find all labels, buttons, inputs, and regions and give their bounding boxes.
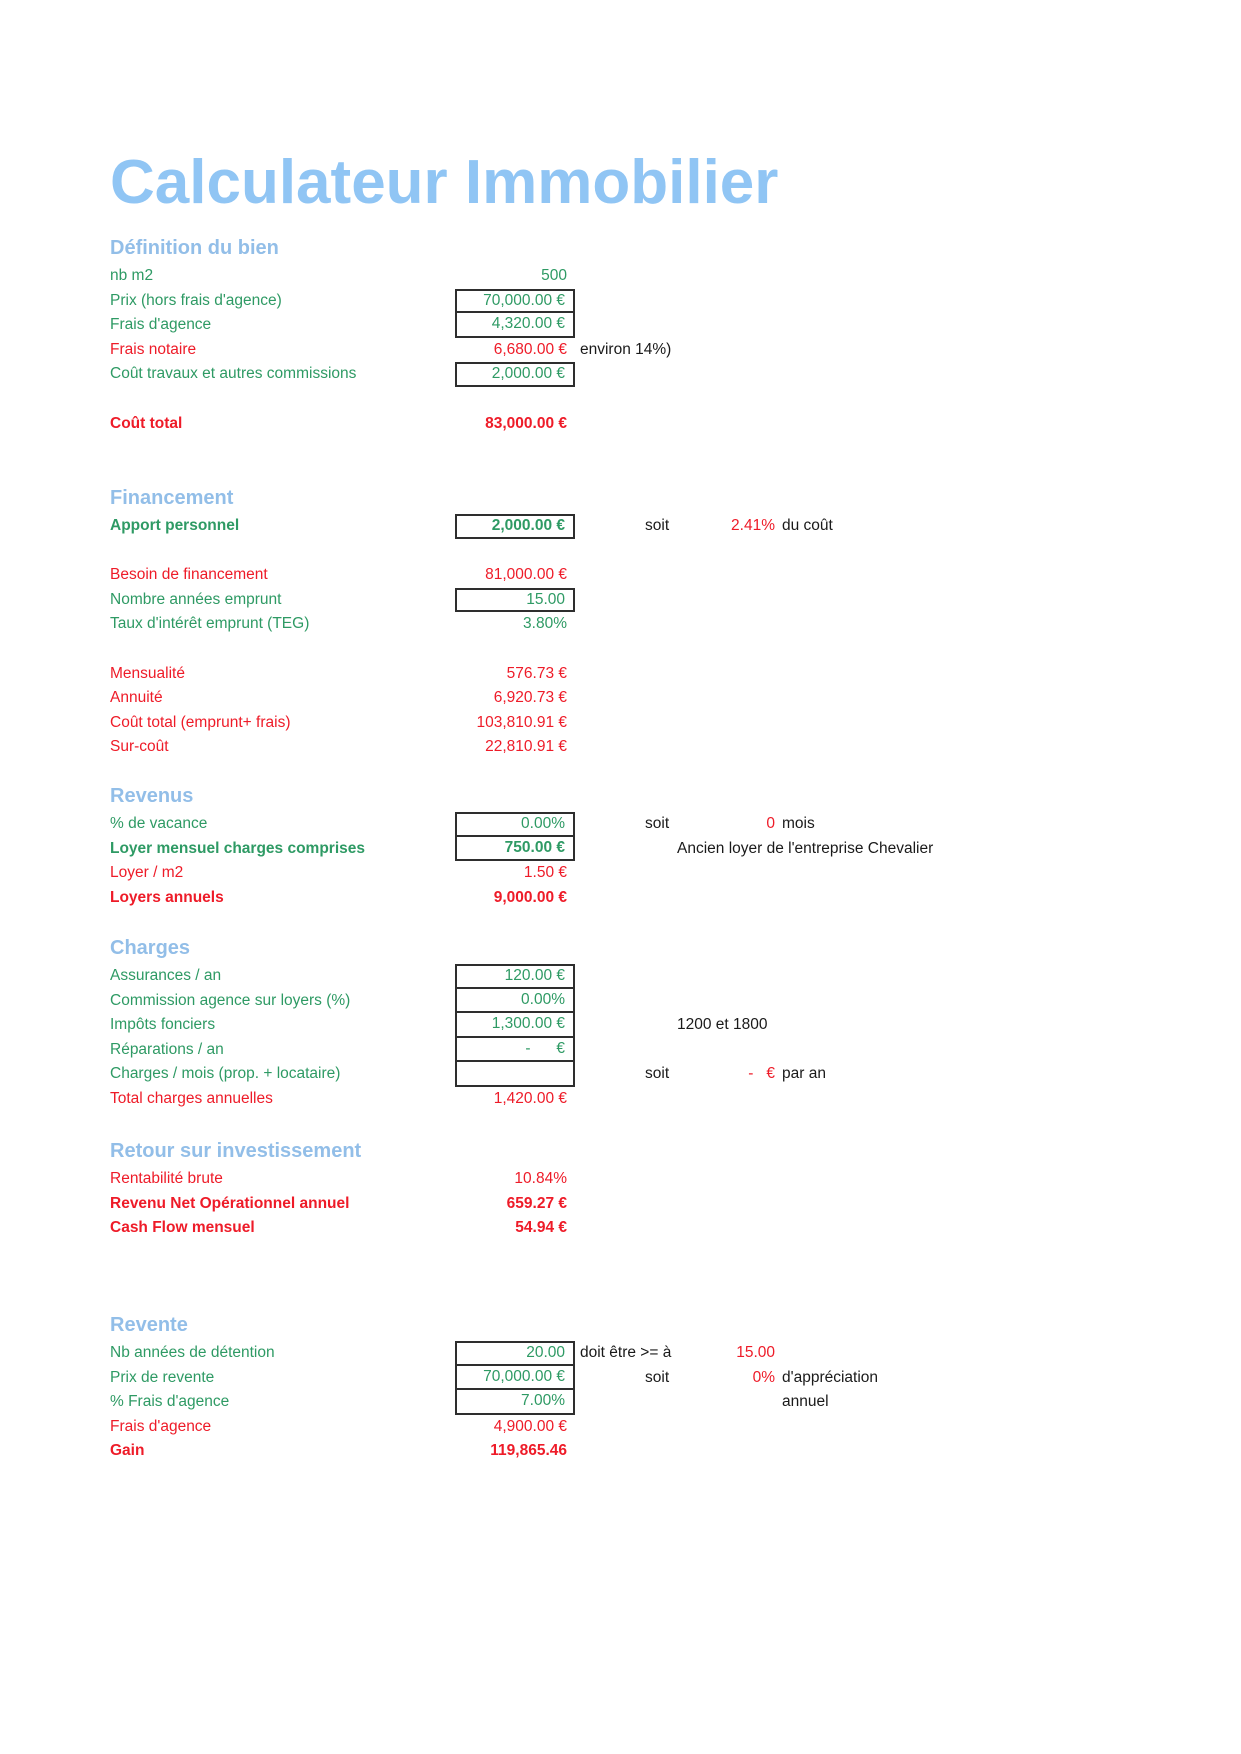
unit-label: par an bbox=[782, 1065, 826, 1083]
input-cell[interactable]: 15.00 bbox=[455, 588, 575, 613]
sheet-row bbox=[110, 735, 1210, 760]
value-cell: 6,920.73 € bbox=[493, 689, 567, 707]
input-cell[interactable]: 0.00% bbox=[455, 989, 575, 1014]
input-cell[interactable]: 70,000.00 € bbox=[455, 289, 575, 314]
row-label: Mensualité bbox=[110, 664, 185, 682]
sheet-row bbox=[110, 989, 1210, 1014]
soit-label: soit bbox=[645, 517, 670, 534]
row-label: Nombre années emprunt bbox=[110, 590, 282, 608]
sheet-row bbox=[110, 1087, 1210, 1112]
row-label: Frais notaire bbox=[110, 340, 197, 358]
soit-label: soit bbox=[645, 1065, 670, 1083]
value-cell: 9,000.00 € bbox=[493, 888, 567, 906]
sheet-row bbox=[110, 964, 1210, 989]
sheet-row bbox=[110, 1415, 1210, 1440]
input-cell[interactable] bbox=[455, 1062, 575, 1087]
row-label: Impôts fonciers bbox=[110, 1016, 216, 1034]
section-heading: Revente bbox=[110, 1314, 188, 1336]
row-label: Coût travaux et autres commissions bbox=[110, 365, 357, 383]
sheet-row bbox=[110, 387, 1210, 412]
aux-value: 0 bbox=[766, 815, 775, 832]
value-cell: 83,000.00 € bbox=[485, 414, 567, 432]
input-cell[interactable]: 120.00 € bbox=[455, 964, 575, 989]
row-label: Prix de revente bbox=[110, 1368, 215, 1386]
row-label: Rentabilité brute bbox=[110, 1170, 223, 1187]
sheet-row bbox=[110, 886, 1210, 911]
row-label: Apport personnel bbox=[110, 517, 240, 534]
row-label: Gain bbox=[110, 1442, 145, 1460]
value-cell: 22,810.91 € bbox=[485, 738, 567, 756]
sheet-row bbox=[110, 662, 1210, 687]
input-cell[interactable]: 7.00% bbox=[455, 1390, 575, 1415]
row-label: Sur-coût bbox=[110, 738, 169, 756]
value-cell: 6,680.00 € bbox=[493, 340, 567, 358]
input-cell[interactable]: 2,000.00 € bbox=[455, 514, 575, 539]
row-label: Coût total (emprunt+ frais) bbox=[110, 713, 291, 731]
aux-value: 2.41% bbox=[731, 517, 775, 534]
sheet-row bbox=[110, 1192, 1210, 1217]
input-cell[interactable]: 1,300.00 € bbox=[455, 1013, 575, 1038]
input-cell[interactable]: 4,320.00 € bbox=[455, 313, 575, 338]
sheet-row bbox=[110, 812, 1210, 837]
unit-label: mois bbox=[782, 815, 815, 832]
value-cell: 576.73 € bbox=[506, 664, 567, 682]
value-cell: 659.27 € bbox=[506, 1194, 567, 1212]
sheet-row bbox=[110, 563, 1210, 588]
sheet-row bbox=[110, 539, 1210, 564]
sheet-row bbox=[110, 412, 1210, 437]
sheet-row bbox=[110, 1366, 1210, 1391]
aux-value: 15.00 bbox=[736, 1344, 775, 1361]
after-label: doit être >= à bbox=[580, 1344, 672, 1361]
row-label: Revenu Net Opérationnel annuel bbox=[110, 1194, 350, 1212]
row-label: Frais d'agence bbox=[110, 316, 212, 334]
row-label: Annuité bbox=[110, 689, 163, 707]
row-label: Nb années de détention bbox=[110, 1344, 275, 1361]
note-label: Ancien loyer de l'entreprise Chevalier bbox=[677, 839, 934, 857]
section-heading: Financement bbox=[110, 487, 234, 509]
value-cell: 1,420.00 € bbox=[493, 1090, 567, 1107]
value-cell: 54.94 € bbox=[515, 1219, 567, 1237]
aux-value: - € bbox=[748, 1065, 775, 1083]
input-cell[interactable]: 750.00 € bbox=[455, 837, 575, 862]
input-cell[interactable]: - € bbox=[455, 1038, 575, 1063]
note-label: 1200 et 1800 bbox=[677, 1016, 768, 1034]
row-label: Loyer / m2 bbox=[110, 864, 184, 882]
sheet-row bbox=[110, 711, 1210, 736]
sheet-row bbox=[110, 362, 1210, 387]
sheet-row bbox=[110, 1038, 1210, 1063]
value-cell: 3.80% bbox=[523, 615, 567, 633]
sheet-row bbox=[110, 514, 1210, 539]
value-cell: 81,000.00 € bbox=[485, 566, 567, 584]
sheet-row bbox=[110, 1439, 1210, 1464]
soit-label: soit bbox=[645, 1368, 670, 1386]
value-cell: 1.50 € bbox=[523, 864, 567, 882]
row-label: Charges / mois (prop. + locataire) bbox=[110, 1065, 341, 1083]
row-label: Frais d'agence bbox=[110, 1417, 212, 1435]
section-heading: Retour sur investissement bbox=[110, 1140, 362, 1162]
sheet-row bbox=[110, 338, 1210, 363]
row-label: Assurances / an bbox=[110, 967, 222, 984]
row-label: Taux d'intérêt emprunt (TEG) bbox=[110, 615, 310, 633]
value-cell: 10.84% bbox=[514, 1170, 567, 1187]
row-label: nb m2 bbox=[110, 267, 154, 284]
row-label: Commission agence sur loyers (%) bbox=[110, 991, 351, 1009]
value-cell: 103,810.91 € bbox=[476, 713, 567, 731]
row-label: % de vacance bbox=[110, 815, 208, 832]
page-title: Calculateur Immobilier bbox=[110, 148, 779, 217]
row-label: Coût total bbox=[110, 414, 183, 432]
input-cell[interactable]: 20.00 bbox=[455, 1341, 575, 1366]
sheet-row bbox=[110, 289, 1210, 314]
value-cell: 500 bbox=[541, 267, 567, 284]
row-label: Besoin de financement bbox=[110, 566, 268, 584]
sheet-row bbox=[110, 1062, 1210, 1087]
input-cell[interactable]: 70,000.00 € bbox=[455, 1366, 575, 1391]
section-heading: Définition du bien bbox=[110, 237, 279, 259]
sheet-row bbox=[110, 1013, 1210, 1038]
after-label: environ 14%) bbox=[580, 340, 672, 358]
sheet-row bbox=[110, 1341, 1210, 1366]
aux-value: 0% bbox=[752, 1368, 775, 1386]
sheet-row bbox=[110, 313, 1210, 338]
unit-label: annuel bbox=[782, 1393, 829, 1411]
value-cell: 119,865.46 bbox=[490, 1442, 567, 1460]
row-label: % Frais d'agence bbox=[110, 1393, 230, 1411]
soit-label: soit bbox=[645, 815, 670, 832]
row-label: Loyer mensuel charges comprises bbox=[110, 839, 366, 857]
sheet-row bbox=[110, 1390, 1210, 1415]
sheet-row bbox=[110, 861, 1210, 886]
row-label: Loyers annuels bbox=[110, 888, 224, 906]
sheet-row bbox=[110, 637, 1210, 662]
section-heading: Revenus bbox=[110, 785, 194, 807]
section-heading: Charges bbox=[110, 937, 191, 959]
unit-label: du coût bbox=[782, 517, 833, 534]
unit-label: d'appréciation bbox=[782, 1368, 879, 1386]
input-cell[interactable]: 0.00% bbox=[455, 812, 575, 837]
value-cell: 4,900.00 € bbox=[493, 1417, 567, 1435]
sheet-row bbox=[110, 837, 1210, 862]
row-label: Total charges annuelles bbox=[110, 1090, 273, 1107]
sheet-row bbox=[110, 1167, 1210, 1192]
row-label: Prix (hors frais d'agence) bbox=[110, 291, 282, 309]
input-cell[interactable]: 2,000.00 € bbox=[455, 362, 575, 387]
sheet-row bbox=[110, 612, 1210, 637]
sheet-row bbox=[110, 686, 1210, 711]
sheet-row bbox=[110, 588, 1210, 613]
row-label: Cash Flow mensuel bbox=[110, 1219, 255, 1237]
sheet-row bbox=[110, 264, 1210, 289]
row-label: Réparations / an bbox=[110, 1040, 224, 1058]
sheet-row bbox=[110, 1216, 1210, 1241]
